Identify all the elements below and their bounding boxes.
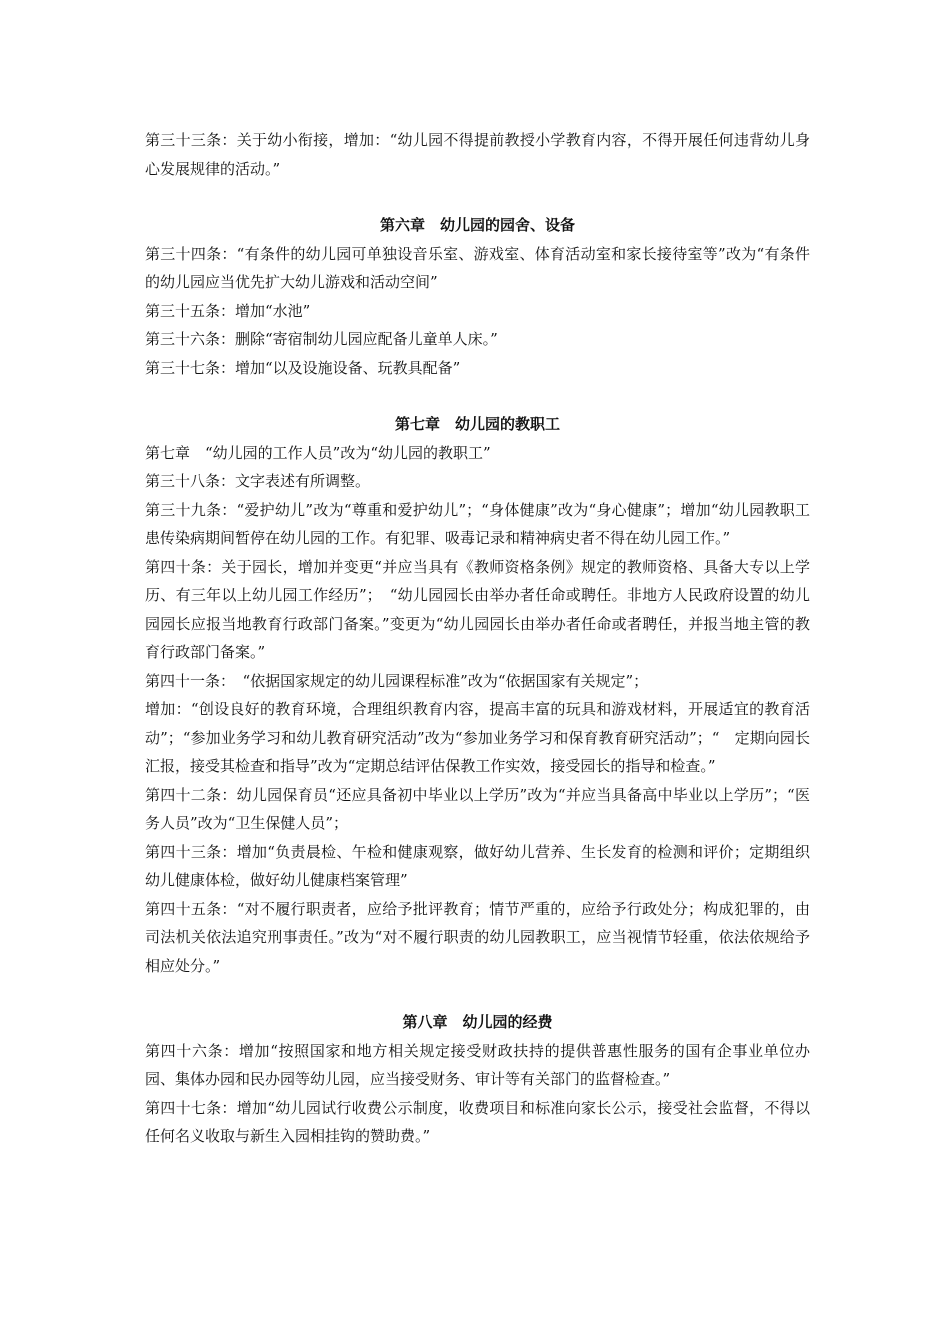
chapter-8-heading: 第八章 幼儿园的经费 bbox=[402, 1013, 553, 1031]
article-35: 第三十五条：增加“水池” bbox=[145, 301, 311, 320]
article-42: 第四十二条：幼儿园保育员“还应具备初中毕业以上学历”改为“并应当具备高中毕业以上学历”；“医务人员”改为“卫生保健人员”； bbox=[145, 785, 810, 832]
article-45: 第四十五条：“对不履行职责者，应给予批评教育；情节严重的，应给予行政处分；构成犯罪的，由司法机关依法追究刑事责任。”改为“对不履行职责的幼儿园教职工，应当视情节轻重，依法依规给予相应处分。” bbox=[145, 899, 810, 975]
chapter-6 bbox=[145, 211, 810, 382]
article-43: 第四十三条：增加“负责晨检、午检和健康观察，做好幼儿营养、生长发育的检测和评价；定期组织幼儿健康体检，做好幼儿健康档案管理” bbox=[145, 842, 810, 889]
document-page bbox=[145, 126, 810, 1151]
section-intro bbox=[145, 126, 810, 183]
article-34: 第三十四条：“有条件的幼儿园可单独设音乐室、游戏室、体育活动室和家长接待室等”改为“有条件的幼儿园应当优先扩大幼儿游戏和活动空间” bbox=[145, 244, 810, 291]
section-gap bbox=[145, 980, 810, 1008]
article-41-additions: 增加：“创设良好的教育环境，合理组织教育内容，提高丰富的玩具和游戏材料，开展适宜的教育活动”；“参加业务学习和幼儿教育研究活动”改为“参加业务学习和保育教育研究活动”；“ 定期向园长汇报，接受其检查和指导”改为“定期总结评估保教工作实效，接受园长的指导和检查。” bbox=[145, 700, 810, 775]
section-gap bbox=[145, 382, 810, 410]
article-36: 第三十六条：删除“寄宿制幼儿园应配备儿童单人床。” bbox=[145, 330, 498, 348]
chapter-8 bbox=[145, 1008, 810, 1151]
article-40: 第四十条：关于园长，增加并变更“并应当具有《教师资格条例》规定的教师资格、具备大专以上学历、有三年以上幼儿园工作经历”； “幼儿园园长由举办者任命或聘任。非地方人民政府设置的幼儿园园长应报当地教育行政部门备案。”变更为“幼儿园园长由举办者任命或者聘任，并报当地主管的教育行政部门备案。” bbox=[145, 557, 810, 661]
article-41: 第四十一条： “依据国家规定的幼儿园课程标准”改为“依据国家有关规定”； bbox=[145, 671, 649, 690]
section-gap bbox=[145, 183, 810, 211]
chapter-7-heading: 第七章 幼儿园的教职工 bbox=[394, 415, 560, 433]
chapter-7 bbox=[145, 410, 810, 980]
article-39: 第三十九条：“爱护幼儿”改为“尊重和爱护幼儿”；“身体健康”改为“身心健康”；增加“幼儿园教职工患传染病期间暂停在幼儿园的工作。有犯罪、吸毒记录和精神病史者不得在幼儿园工作。” bbox=[145, 500, 810, 547]
article-33: 第三十三条：关于幼小衔接，增加：“幼儿园不得提前教授小学教育内容，不得开展任何违背幼儿身心发展规律的活动。” bbox=[145, 131, 810, 178]
article-37: 第三十七条：增加“以及设施设备、玩教具配备” bbox=[145, 358, 461, 377]
article-38: 第三十八条：文字表述有所调整。 bbox=[145, 472, 371, 490]
article-47: 第四十七条：增加“幼儿园试行收费公示制度，收费项目和标准向家长公示，接受社会监督，不得以任何名义收取与新生入园相挂钩的赞助费。” bbox=[145, 1098, 810, 1145]
chapter-7-title-change: 第七章 “幼儿园的工作人员”改为“幼儿园的教职工” bbox=[145, 443, 491, 462]
chapter-6-heading: 第六章 幼儿园的园舍、设备 bbox=[379, 216, 575, 234]
article-46: 第四十六条：增加“按照国家和地方相关规定接受财政扶持的提供普惠性服务的国有企事业单位办园、集体办园和民办园等幼儿园，应当接受财务、审计等有关部门的监督检查。” bbox=[145, 1041, 810, 1088]
